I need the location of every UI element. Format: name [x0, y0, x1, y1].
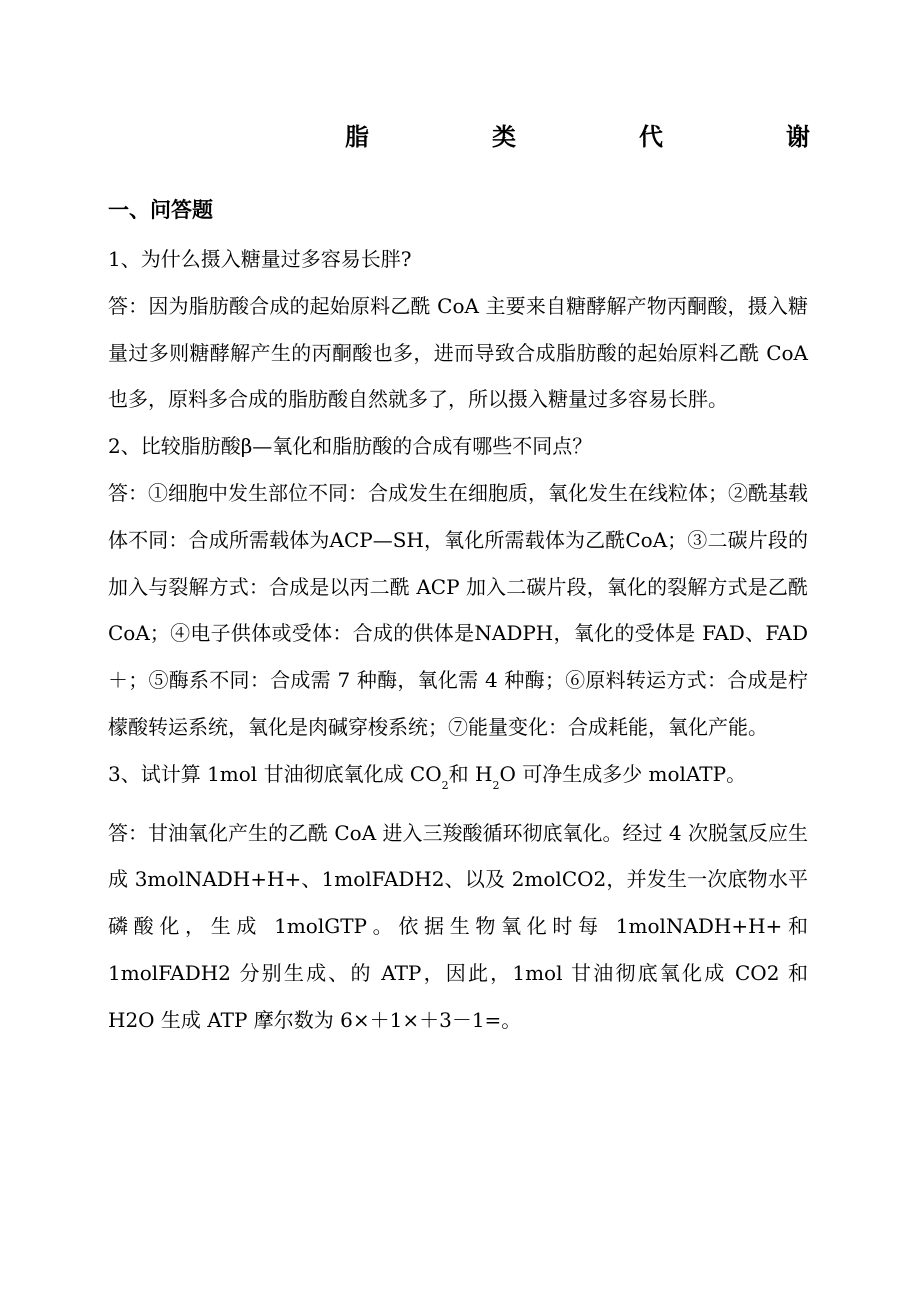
answer-2: 答：①细胞中发生部位不同：合成发生在细胞质，氧化发生在线粒体；②酰基载体不同：合成所需载体为ACP—SH，氧化所需载体为乙酰CoA；③二碳片段的加入与裂解方式：合成是以丙二酰 ACP 加入二碳片段，氧化的裂解方式是乙酰 CoA；④电子供体或受体：合成的供体是NADPH，氧化的受体是 FAD、FAD＋；⑤酶系不同：合成需 7 种酶，氧化需 4 种酶；⑥原料转运方式：合成是柠檬酸转运系统，氧化是肉碱穿梭系统；⑦能量变化：合成耗能，氧化产能。 — [108, 480, 808, 739]
title-char-2: 类 — [492, 122, 516, 151]
answer-3: 答：甘油氧化产生的乙酰 CoA 进入三羧酸循环彻底氧化。经过 4 次脱氢反应生成 3molNADH+H+、1molFADH2、以及 2molCO2，并发生一次底物水平磷酸化，生成 1molGTP。依据生物氧化时每 1molNADH+H+和 1molFADH2 分别生成、的 ATP，因此，1mol 甘油彻底氧化成 CO2 和 H2O 生成 ATP 摩尔数为 6×＋1×＋3－1=。 — [108, 820, 808, 1032]
page-title — [345, 117, 810, 157]
question-3-part-1: 3、试计算 1mol 甘油彻底氧化成 CO — [108, 761, 442, 786]
question-3-part-3: O 可净生成多少 molATP。 — [499, 761, 747, 786]
section-heading: 一、问答题 — [108, 197, 213, 222]
answer-1: 答：因为脂肪酸合成的起始原料乙酰 CoA 主要来自糖酵解产物丙酮酸，摄入糖量过多则糖酵解产生的丙酮酸也多，进而导致合成脂肪酸的起始原料乙酰 CoA 也多，原料多合成的脂肪酸自然就多了，所以摄入糖量过多容易长胖。 — [108, 293, 808, 412]
question-3-part-2: 和 H — [448, 761, 493, 786]
subscript-h2o: 2 — [492, 778, 500, 792]
title-char-3: 代 — [639, 122, 663, 151]
question-3 — [108, 751, 808, 810]
subscript-co2: 2 — [441, 778, 449, 792]
title-char-4: 谢 — [786, 122, 810, 151]
question-1: 1、为什么摄入糖量过多容易长胖? — [108, 247, 412, 271]
title-char-1: 脂 — [345, 122, 369, 151]
document-body — [108, 236, 808, 1044]
question-2: 2、比较脂肪酸β—氧化和脂肪酸的合成有哪些不同点？ — [108, 434, 593, 459]
